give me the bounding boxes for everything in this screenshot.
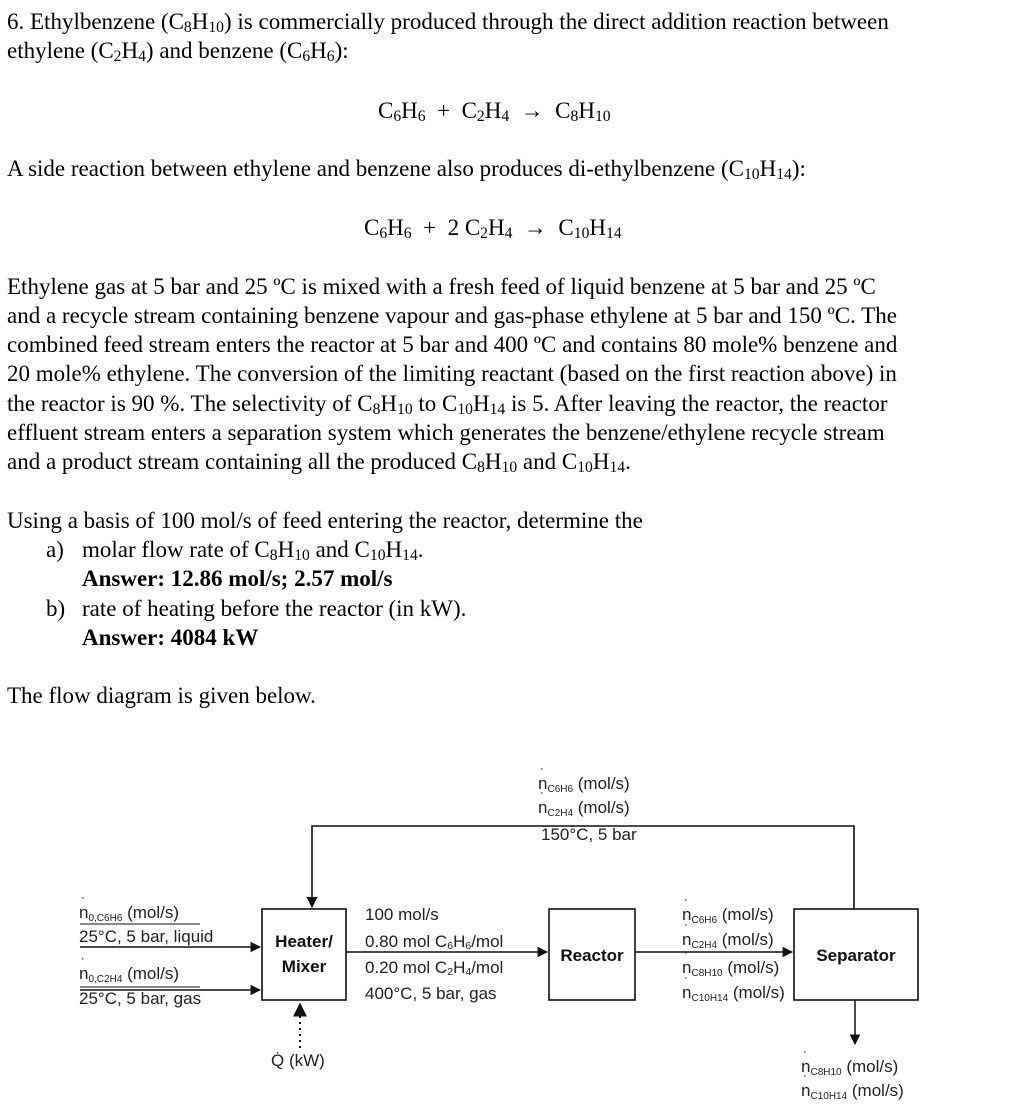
reactor-label: Reactor [560, 946, 624, 965]
effluent-benzene: n ˙C6H6 (mol/s) [682, 905, 774, 928]
para-line-7: and a product stream containing all the produced $C_8H_{10}$ and $C_{10}H_{14}$. [7, 449, 631, 476]
mixed-ethylene-fraction: 0.20 mol $C_2H_4$/mol [365, 958, 504, 978]
recycle-label-benzene: n ˙C6H6 (mol/s) [538, 774, 630, 797]
feed2-flow-label: n ˙0,C2H4 (mol/s) [79, 964, 179, 987]
heater-label-line2: Mixer [281, 957, 327, 976]
main-reaction-equation: $C_6H_6 + C_2H_4 \to C_8H_{10}$ [378, 98, 611, 125]
title-line-2: ethylene $(C_2H_4)$ and benzene $(C_6H_6)$: [7, 38, 349, 65]
heater-mixer-label [262, 929, 346, 979]
para-line-3: combined feed stream enters the reactor at 5 bar and 400 ºC and contains 80 mole% benzene and [7, 332, 898, 357]
flow-intro: The flow diagram is given below. [7, 683, 316, 708]
part-a-answer: Answer: 12.86 mol/s; 2.57 mol/s [82, 566, 393, 591]
mixed-flow: 100 mol/s [365, 905, 439, 924]
para-line-5: the reactor is 90 %. The selectivity of $C_8H_{10}$ to $C_{10}H_{14}$ is 5. After leaving the reactor, the reactor [7, 391, 888, 418]
part-b-label: b) [46, 596, 66, 621]
feed2-conditions: 25°C, 5 bar, gas [79, 989, 202, 1008]
side-reaction-equation: $C_6H_6 + 2$ $C_2H_4 \to C_{10}H_{14}$ [364, 215, 622, 242]
part-b-answer: Answer: 4084 kW [82, 625, 259, 650]
para-line-6: effluent stream enters a separation system which generates the benzene/ethylene recycle stream [7, 420, 885, 445]
recycle-conditions: 150°C, 5 bar [541, 825, 637, 844]
product-diethylbenzene: n ˙C10H14 (mol/s) [801, 1081, 904, 1104]
effluent-ethylbenzene: n ˙C8H10 (mol/s) [682, 958, 779, 981]
part-a-label: a) [46, 537, 64, 562]
para-line-4: 20 mole% ethylene. The conversion of the limiting reactant (based on the first reaction above) in [7, 361, 897, 386]
effluent-ethylene: n ˙C2H4 (mol/s) [682, 930, 774, 953]
para-line-2: and a recycle stream containing benzene vapour and gas-phase ethylene at 5 bar and 150 ºC. The [7, 303, 897, 328]
heat-duty-label: Q̇ (kW) [271, 1051, 325, 1070]
product-ethylbenzene: n ˙C8H10 (mol/s) [801, 1057, 898, 1080]
part-a-text: molar flow rate of $C_8H_{10}$ and $C_{10}H_{14}$. [82, 537, 424, 564]
feed1-conditions: 25°C, 5 bar, liquid [79, 927, 214, 946]
effluent-diethylbenzene: n ˙C10H14 (mol/s) [682, 983, 785, 1006]
mixed-benzene-fraction: 0.80 mol $C_6H_6$/mol [365, 932, 504, 952]
side-reaction-intro: A side reaction between ethylene and benzene also produces di-ethylbenzene $(C_{10}H_{14})$: [7, 156, 806, 183]
feed1-flow-label: n ˙0,C6H6 (mol/s) [79, 903, 179, 926]
part-b-text: rate of heating before the reactor (in kW). [82, 596, 467, 621]
heater-label-line1: Heater/ [275, 932, 333, 951]
recycle-label-ethylene: n ˙C2H4 (mol/s) [538, 798, 630, 821]
para-line-1: Ethylene gas at 5 bar and 25 ºC is mixed with a fresh feed of liquid benzene at 5 bar and 25 ºC [7, 274, 876, 299]
title-line-1: 6. Ethylbenzene $(C_8H_{10})$ is commercially produced through the direct addition reaction between [7, 9, 889, 36]
separator-label: Separator [816, 946, 896, 965]
basis-statement: Using a basis of 100 mol/s of feed entering the reactor, determine the [7, 508, 643, 533]
mixed-conditions: 400°C, 5 bar, gas [365, 984, 497, 1003]
